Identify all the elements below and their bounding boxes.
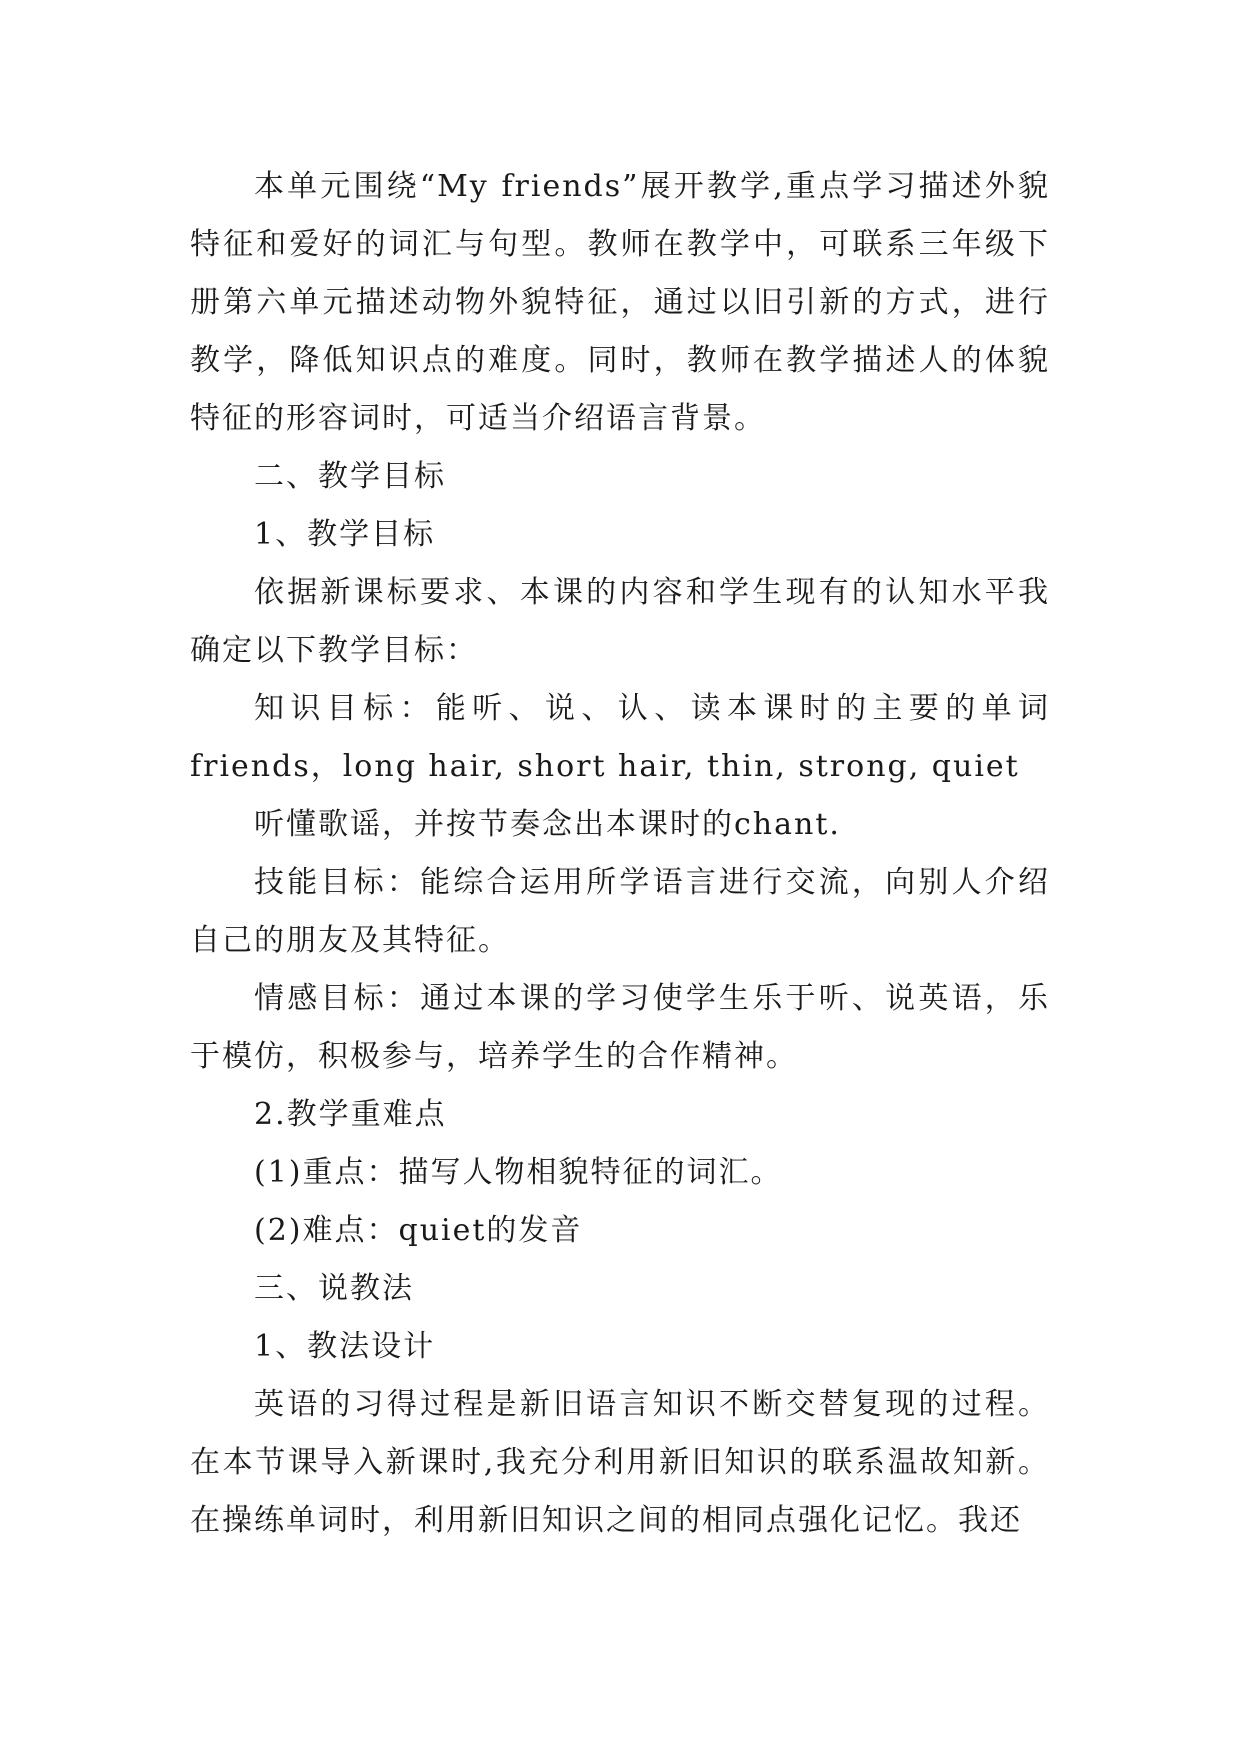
paragraph-key-point: (1)重点：描写人物相貌特征的词汇。: [254, 1155, 783, 1190]
paragraph-goals-intro: 依据新课标要求、本课的内容和学生现有的认知水平我确定以下教学目标：: [190, 575, 1050, 668]
paragraph-knowledge-goal: 知识目标：能听、说、认、读本课时的主要的单词friends，long hair, short hair, thin, strong, quiet: [190, 691, 1050, 784]
heading-teaching-methods: 三、说教法: [254, 1271, 414, 1306]
paragraph-emotion-goal: 情感目标：通过本课的学习使学生乐于听、说英语，乐于模仿，积极参与，培养学生的合作精神。: [190, 981, 1050, 1074]
subheading-teaching-goals: 1、教学目标: [254, 517, 436, 552]
subheading-key-difficult-points: 2.教学重难点: [254, 1097, 447, 1132]
heading-teaching-goals: 二、教学目标: [254, 459, 446, 494]
paragraph-skill-goal: 技能目标：能综合运用所学语言进行交流，向别人介绍自己的朋友及其特征。: [190, 865, 1050, 958]
paragraph-difficult-point: (2)难点：quiet的发音: [254, 1213, 583, 1248]
body-text: [190, 158, 1050, 1550]
paragraph-chant-goal: 听懂歌谣，并按节奏念出本课时的chant.: [254, 807, 841, 842]
subheading-method-design: 1、教法设计: [254, 1329, 436, 1364]
paragraph-unit-overview: 本单元围绕“My friends”展开教学,重点学习描述外貌特征和爱好的词汇与句型。教师在教学中，可联系三年级下册第六单元描述动物外貌特征，通过以旧引新的方式，进行教学，降低知识点的难度。同时，教师在教学描述人的体貌特征的形容词时，可适当介绍语言背景。: [190, 169, 1050, 436]
paragraph-method-design: 英语的习得过程是新旧语言知识不断交替复现的过程。在本节课导入新课时,我充分利用新旧知识的联系温故知新。在操练单词时，利用新旧知识之间的相同点强化记忆。我还: [190, 1387, 1050, 1538]
